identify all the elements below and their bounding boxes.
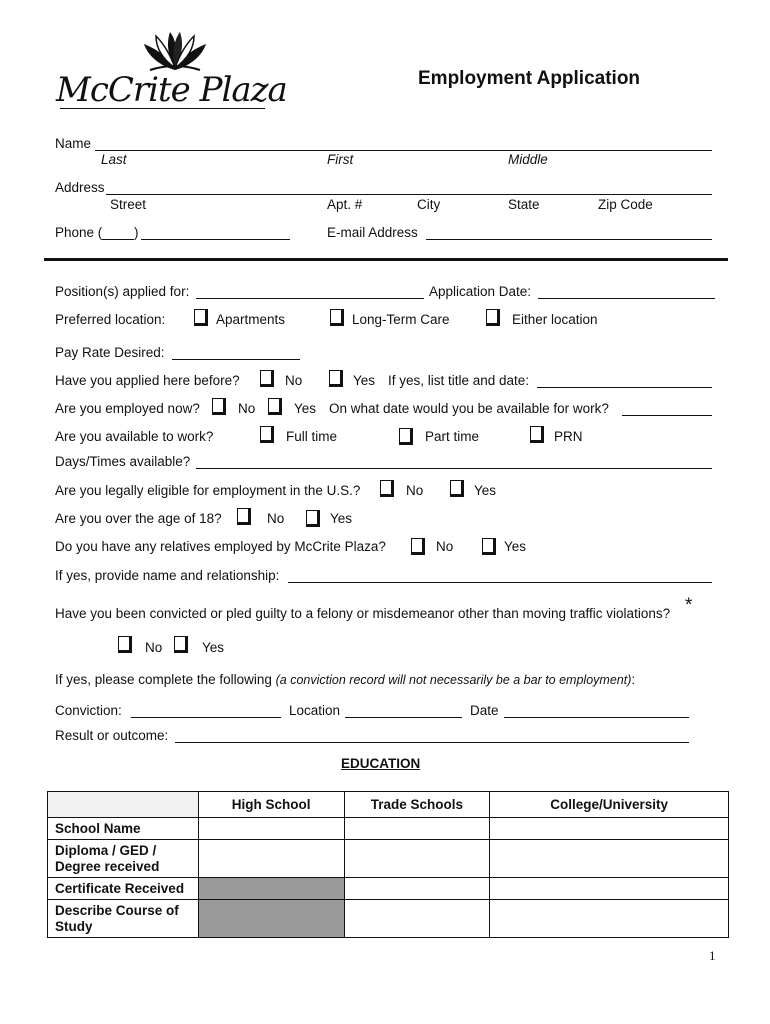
sub-first: First	[327, 152, 354, 167]
applied-if-yes-label: If yes, list title and date:	[388, 373, 530, 388]
over18-no-checkbox[interactable]	[237, 508, 251, 525]
eligible-no-label: No	[406, 483, 424, 498]
sub-middle: Middle	[508, 152, 548, 167]
phone-label: Phone (	[55, 225, 103, 240]
row-diploma: Diploma / GED / Degree received	[48, 840, 199, 878]
date-field[interactable]	[504, 717, 689, 718]
cell-input[interactable]	[198, 818, 344, 840]
convicted-no-checkbox[interactable]	[118, 636, 132, 653]
convicted-label: Have you been convicted or pled guilty to a felony or misdemeanor other than moving traffic violations?	[55, 606, 671, 621]
app-date-label: Application Date:	[429, 284, 532, 299]
cell-input[interactable]	[344, 878, 490, 900]
cell-input[interactable]	[344, 818, 490, 840]
location-field[interactable]	[345, 717, 462, 718]
relationship-field[interactable]	[288, 582, 712, 583]
relatives-yes-label: Yes	[504, 539, 527, 554]
either-checkbox[interactable]	[486, 309, 500, 326]
flower-icon	[130, 26, 220, 74]
sub-state: State	[508, 197, 540, 212]
positions-field[interactable]	[196, 298, 424, 299]
email-field[interactable]	[426, 239, 712, 240]
positions-label: Position(s) applied for:	[55, 284, 190, 299]
employed-no-checkbox[interactable]	[212, 398, 226, 415]
employed-yes-checkbox[interactable]	[268, 398, 282, 415]
parttime-checkbox[interactable]	[399, 428, 413, 445]
col-trade-schools: Trade Schools	[344, 792, 490, 818]
apartments-label: Apartments	[216, 312, 286, 327]
sub-apt: Apt. #	[327, 197, 363, 212]
prn-label: PRN	[554, 429, 583, 444]
relatives-yes-checkbox[interactable]	[482, 538, 496, 555]
date-label: Date	[470, 703, 499, 718]
cell-disabled	[198, 900, 344, 938]
applied-yes-checkbox[interactable]	[329, 370, 343, 387]
prn-checkbox[interactable]	[530, 426, 544, 443]
education-table	[47, 791, 729, 938]
eligible-no-checkbox[interactable]	[380, 480, 394, 497]
cell-input[interactable]	[490, 878, 729, 900]
page-number: 1	[709, 948, 716, 963]
available-date-field[interactable]	[622, 415, 712, 416]
employed-now-label: Are you employed now?	[55, 401, 200, 416]
over18-label: Are you over the age of 18?	[55, 511, 222, 526]
relatives-no-label: No	[436, 539, 454, 554]
available-date-label: On what date would you be available for work?	[329, 401, 609, 416]
conviction-label: Conviction:	[55, 703, 122, 718]
cell-input[interactable]	[344, 900, 490, 938]
name-label: Name	[55, 136, 92, 151]
apartments-checkbox[interactable]	[194, 309, 208, 326]
cell-input[interactable]	[344, 840, 490, 878]
convicted-yes-checkbox[interactable]	[174, 636, 188, 653]
over18-yes-label: Yes	[330, 511, 353, 526]
applied-title-date-field[interactable]	[537, 387, 712, 388]
eligible-label: Are you legally eligible for employment in the U.S.?	[55, 483, 361, 498]
cell-input[interactable]	[490, 840, 729, 878]
convicted-yes-label: Yes	[202, 640, 225, 655]
cell-input[interactable]	[490, 818, 729, 840]
relationship-label: If yes, provide name and relationship:	[55, 568, 280, 583]
section-divider	[44, 258, 728, 261]
applied-yes-label: Yes	[353, 373, 376, 388]
location-label: Location	[289, 703, 341, 718]
applied-no-checkbox[interactable]	[260, 370, 274, 387]
row-course: Describe Course of Study	[48, 900, 199, 938]
days-times-label: Days/Times available?	[55, 454, 191, 469]
row-school-name: School Name	[48, 818, 199, 840]
cell-disabled	[198, 878, 344, 900]
fulltime-checkbox[interactable]	[260, 426, 274, 443]
sub-street: Street	[110, 197, 147, 212]
cell-input[interactable]	[490, 900, 729, 938]
page-title: Employment Application	[418, 68, 641, 89]
complete-note: (a conviction record will not necessarily be a bar to employment)	[275, 673, 632, 687]
row-certificate: Certificate Received	[48, 878, 199, 900]
applied-no-label: No	[285, 373, 303, 388]
pay-rate-label: Pay Rate Desired:	[55, 345, 165, 360]
sub-last: Last	[101, 152, 127, 167]
address-field[interactable]	[106, 194, 712, 195]
logo-text: McCrite Plaza	[56, 70, 287, 110]
eligible-yes-checkbox[interactable]	[450, 480, 464, 497]
sub-city: City	[417, 197, 441, 212]
employed-yes-label: Yes	[294, 401, 317, 416]
pref-location-label: Preferred location:	[55, 312, 166, 327]
over18-no-label: No	[267, 511, 285, 526]
employed-no-label: No	[238, 401, 256, 416]
eligible-yes-label: Yes	[474, 483, 497, 498]
result-field[interactable]	[175, 742, 689, 743]
either-label: Either location	[512, 312, 598, 327]
pay-rate-field[interactable]	[172, 359, 300, 360]
applied-before-label: Have you applied here before?	[55, 373, 240, 388]
sub-zip: Zip Code	[598, 197, 653, 212]
phone-field[interactable]	[141, 239, 290, 240]
address-label: Address	[55, 180, 105, 195]
cell-input[interactable]	[198, 840, 344, 878]
name-field[interactable]	[95, 150, 712, 151]
asterisk: *	[685, 595, 693, 616]
available-label: Are you available to work?	[55, 429, 214, 444]
result-label: Result or outcome:	[55, 728, 169, 743]
convicted-no-label: No	[145, 640, 163, 655]
parttime-label: Part time	[425, 429, 480, 444]
email-label: E-mail Address	[327, 225, 418, 240]
col-high-school: High School	[198, 792, 344, 818]
over18-yes-checkbox[interactable]	[306, 510, 320, 527]
col-college: College/University	[490, 792, 729, 818]
app-date-field[interactable]	[538, 298, 715, 299]
days-times-field[interactable]	[196, 468, 712, 469]
longterm-label: Long-Term Care	[352, 312, 450, 327]
complete-label: If yes, please complete the following (a conviction record will not necessarily be a bar to employment):	[55, 672, 636, 687]
logo	[52, 26, 287, 116]
conviction-field[interactable]	[131, 717, 281, 718]
education-heading: EDUCATION	[341, 756, 421, 771]
relatives-label: Do you have any relatives employed by McCrite Plaza?	[55, 539, 386, 554]
relatives-no-checkbox[interactable]	[411, 538, 425, 555]
fulltime-label: Full time	[286, 429, 338, 444]
phone-paren: )	[134, 225, 139, 240]
longterm-checkbox[interactable]	[330, 309, 344, 326]
